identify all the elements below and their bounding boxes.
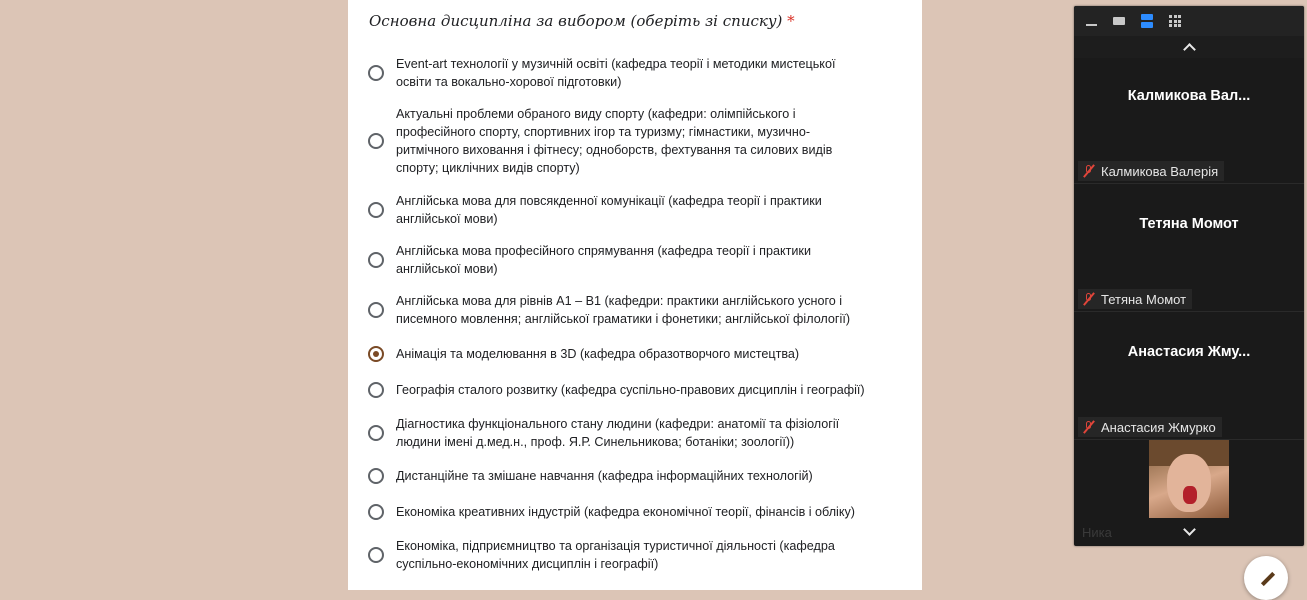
- radio-button[interactable]: [368, 302, 384, 318]
- view-toolbar: [1074, 6, 1304, 36]
- form-card: [348, 0, 922, 590]
- question-title-text: Основна дисципліна за вибором (оберіть зі списку): [369, 12, 783, 30]
- option-label: Актуальні проблеми обраного виду спорту (кафедри: олімпійського і професійного спорту, спортивних ігор та туризму; гімнастики, музично-ритмічного виховання і фітнесу; одноборств, фехтування та силових видів спорту; циклічних видів спорту): [396, 107, 833, 175]
- radio-button[interactable]: [368, 425, 384, 441]
- option-label: Англійська мова професійного спрямування (кафедра теорії і практики англійської мови): [396, 244, 811, 276]
- radio-button[interactable]: [368, 547, 384, 563]
- option-label: Діагностика функціонального стану людини (кафедри: анатомії та фізіології людини імені д.мед.н., проф. Я.Р. Синельникова; ботаніки; зоології)): [396, 417, 840, 449]
- chevron-down-icon: [1183, 523, 1196, 536]
- mic-muted-icon: [1082, 164, 1096, 178]
- edit-button[interactable]: [1244, 556, 1288, 600]
- radio-button[interactable]: [368, 252, 384, 268]
- option-item[interactable]: [368, 105, 888, 177]
- caption-text: Тетяна Момот: [1101, 291, 1187, 307]
- participant-name: Анастасия Жму...: [1127, 344, 1251, 360]
- gallery-view-icon[interactable]: [1166, 12, 1184, 30]
- option-label: Англійська мова для рівнів А1 – В1 (кафедри: практики англійського усного і писемного мовлення; англійської граматики і фонетики; англійської філології): [396, 294, 851, 326]
- caption-text: Калмикова Валерія: [1101, 163, 1219, 179]
- option-label: Англійська мова для повсякденної комунікації (кафедра теорії і практики англійської мови): [396, 194, 822, 226]
- participant-tile[interactable]: [1074, 186, 1304, 312]
- option-item[interactable]: [368, 55, 888, 91]
- scroll-down-button[interactable]: [1074, 520, 1304, 542]
- radio-button[interactable]: [368, 468, 384, 484]
- radio-button-checked[interactable]: [368, 346, 384, 362]
- option-label: Дистанційне та змішане навчання (кафедра інформаційних технологій): [396, 469, 813, 483]
- caption-text: Ника: [1082, 525, 1112, 540]
- question-title: [369, 12, 795, 30]
- radio-button[interactable]: [368, 133, 384, 149]
- mic-muted-icon: [1082, 292, 1096, 306]
- option-label: Економіка, підприємництво та організація туристичної діяльності (кафедра суспільно-економічних дисциплін і географії): [396, 539, 835, 571]
- chevron-up-icon: [1183, 43, 1196, 56]
- radio-button[interactable]: [368, 65, 384, 81]
- option-label: Анімація та моделювання в 3D (кафедра образотворчого мистецтва): [396, 347, 800, 361]
- option-item[interactable]: [368, 292, 888, 328]
- option-item-selected[interactable]: [368, 345, 888, 363]
- participant-tile[interactable]: [1074, 58, 1304, 184]
- pencil-icon: [1261, 572, 1275, 586]
- required-mark: *: [787, 12, 795, 30]
- participant-tile[interactable]: [1074, 314, 1304, 440]
- option-item[interactable]: [368, 381, 888, 399]
- option-item[interactable]: [368, 192, 888, 228]
- participant-caption: [1078, 289, 1192, 309]
- option-label: Економіка креативних індустрій (кафедра економічної теорії, фінансів і обліку): [396, 505, 855, 519]
- option-item[interactable]: [368, 503, 888, 521]
- option-item[interactable]: [368, 467, 888, 485]
- minimize-icon[interactable]: [1082, 12, 1100, 30]
- radio-button[interactable]: [368, 202, 384, 218]
- participant-name: Калмикова Вал...: [1127, 88, 1251, 104]
- option-item[interactable]: [368, 242, 888, 278]
- participant-caption: [1078, 161, 1224, 181]
- mic-muted-icon: [1082, 420, 1096, 434]
- option-item[interactable]: [368, 537, 888, 573]
- option-label: Event-art технології у музичній освіті (кафедра теорії і методики мистецької освіти та вокально-хорової підготовки): [396, 57, 836, 89]
- radio-button[interactable]: [368, 382, 384, 398]
- radio-button[interactable]: [368, 504, 384, 520]
- video-panel: [1074, 6, 1304, 546]
- participant-avatar-image[interactable]: [1149, 440, 1229, 518]
- participant-name: Тетяна Момот: [1139, 216, 1239, 232]
- scroll-up-button[interactable]: [1074, 36, 1304, 58]
- participant-caption: [1078, 417, 1222, 437]
- speaker-view-icon[interactable]: [1138, 12, 1156, 30]
- single-view-icon[interactable]: [1110, 12, 1128, 30]
- option-item[interactable]: [368, 415, 888, 451]
- caption-text: Анастасия Жмурко: [1101, 419, 1216, 435]
- option-label: Географія сталого розвитку (кафедра суспільно-правових дисциплін і географії): [396, 383, 865, 397]
